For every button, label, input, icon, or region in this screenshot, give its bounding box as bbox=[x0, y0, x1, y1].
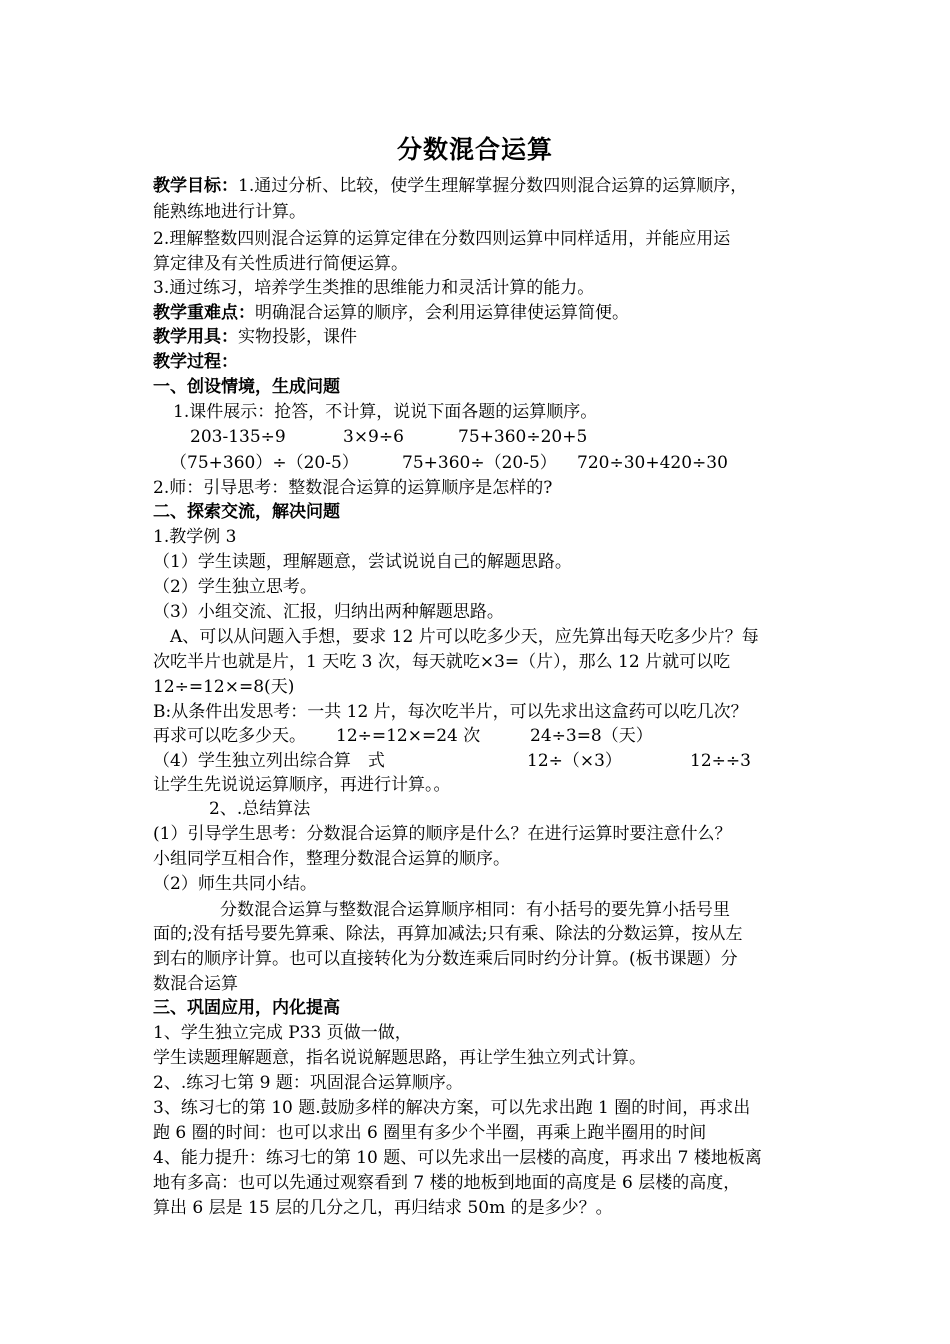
tools-label: 教学用具： bbox=[153, 327, 238, 347]
goal-line-5: 3.通过练习，培养学生类推的思维能力和灵活计算的能力。 bbox=[153, 278, 595, 298]
goal-label: 教学目标： bbox=[153, 176, 238, 196]
section3-line-6: 4、能力提升：练习七的第 10 题、可以先求出一层楼的高度，再求出 7 楼地板离 bbox=[153, 1148, 762, 1168]
expression-5: 75+360÷（20-5） bbox=[402, 453, 557, 473]
expression-2: 3×9÷6 bbox=[343, 427, 404, 447]
idea-b-calc-1: 12÷=12×=24 次 bbox=[336, 726, 481, 746]
expression-6: 720÷30+420÷30 bbox=[577, 453, 728, 473]
step-1: （1）学生读题，理解题意，尝试说说自己的解题思路。 bbox=[153, 552, 572, 572]
step-4-expression-2: 12÷÷3 bbox=[690, 751, 751, 771]
section1-item2: 2.师：引导思考：整数混合运算的运算顺序是怎样的? bbox=[153, 478, 553, 498]
document-title: 分数混合运算 bbox=[396, 135, 553, 164]
key-points-label: 教学重难点： bbox=[153, 303, 255, 323]
section1-heading: 一、创设情境，生成问题 bbox=[153, 377, 340, 397]
idea-b-calc-2: 24÷3=8（天） bbox=[530, 726, 653, 746]
rule-line-3: 到右的顺序计算。也可以直接转化为分数连乘后同时约分计算。(板书课题）分 bbox=[153, 949, 738, 969]
section1-item1: 1.课件展示：抢答，不计算，说说下面各题的运算顺序。 bbox=[173, 402, 598, 422]
section3-line-7: 地有多高：也可以先通过观察看到 7 楼的地板到地面的高度是 6 层楼的高度， bbox=[153, 1173, 741, 1193]
step-4: （4）学生独立列出综合算 式 bbox=[153, 751, 385, 771]
goal-line-3: 2.理解整数四则混合运算的运算定律在分数四则运算中同样适用，并能应用运 bbox=[153, 229, 731, 249]
example-line: 1.教学例 3 bbox=[153, 527, 237, 547]
summary-question-2: 小组同学互相合作，整理分数混合运算的顺序。 bbox=[153, 849, 510, 869]
step-3: （3）小组交流、汇报，归纳出两种解题思路。 bbox=[153, 602, 504, 622]
process-label: 教学过程： bbox=[153, 352, 238, 372]
goal-line-4: 算定律及有关性质进行简便运算。 bbox=[153, 254, 408, 274]
idea-a-line-3: 12÷=12×=8(天) bbox=[153, 677, 295, 697]
goal-line-1 bbox=[153, 174, 747, 198]
section3-line-5: 跑 6 圈的时间：也可以求出 6 圈里有多少个半圈，再乘上跑半圈用的时间 bbox=[153, 1123, 707, 1143]
goal-line-2: 能熟练地进行计算。 bbox=[153, 202, 306, 222]
section3-heading: 三、巩固应用，内化提高 bbox=[153, 998, 340, 1018]
idea-b-line-2: 再求可以吃多少天。 bbox=[153, 726, 306, 746]
step-2: （2）学生独立思考。 bbox=[153, 577, 317, 597]
step-4-expression-1: 12÷（×3） bbox=[527, 751, 622, 771]
tools-text: 实物投影，课件 bbox=[238, 327, 357, 347]
summary-question-3: （2）师生共同小结。 bbox=[153, 874, 317, 894]
key-points-text: 明确混合运算的顺序，会利用运算律使运算简便。 bbox=[255, 303, 629, 323]
section3-line-8: 算出 6 层是 15 层的几分之几，再归结求 50m 的是多少？。 bbox=[153, 1198, 613, 1218]
section3-line-3: 2、.练习七第 9 题：巩固混合运算顺序。 bbox=[153, 1073, 463, 1093]
section3-line-4: 3、练习七的第 10 题.鼓励多样的解决方案，可以先求出跑 1 圈的时间，再求出 bbox=[153, 1098, 751, 1118]
idea-b-line-1: B:从条件出发思考：一共 12 片，每次吃半片，可以先求出这盒药可以吃几次？ bbox=[153, 702, 748, 722]
summary-title: 2、.总结算法 bbox=[209, 799, 311, 819]
tools-line bbox=[153, 325, 357, 349]
expression-4: （75+360）÷（20-5） bbox=[170, 453, 359, 473]
idea-a-line-2: 次吃半片也就是片，1 天吃 3 次，每天就吃×3=（片），那么 12 片就可以吃 bbox=[153, 652, 731, 672]
key-points-line bbox=[153, 301, 629, 325]
rule-line-1: 分数混合运算与整数混合运算顺序相同：有小括号的要先算小括号里 bbox=[220, 900, 730, 920]
rule-line-4: 数混合运算 bbox=[153, 974, 238, 994]
idea-a-line-1: A、可以从问题入手想，要求 12 片可以吃多少天，应先算出每天吃多少片？每 bbox=[170, 627, 759, 647]
step-4-after: 让学生先说说运算顺序，再进行计算。。 bbox=[153, 775, 451, 795]
goal-text-1: 1.通过分析、比较，使学生理解掌握分数四则混合运算的运算顺序， bbox=[238, 176, 748, 196]
summary-question-1: (1）引导学生思考：分数混合运算的顺序是什么？在进行运算时要注意什么？ bbox=[153, 824, 732, 844]
expression-1: 203-135÷9 bbox=[190, 427, 286, 447]
expression-3: 75+360÷20+5 bbox=[458, 427, 588, 447]
section3-line-1: 1、学生独立完成 P33 页做一做， bbox=[153, 1023, 412, 1043]
rule-line-2: 面的;没有括号要先算乘、除法，再算加减法;只有乘、除法的分数运算，按从左 bbox=[153, 924, 743, 944]
section3-line-2: 学生读题理解题意，指名说说解题思路，再让学生独立列式计算。 bbox=[153, 1048, 646, 1068]
section2-heading: 二、探索交流，解决问题 bbox=[153, 502, 340, 522]
